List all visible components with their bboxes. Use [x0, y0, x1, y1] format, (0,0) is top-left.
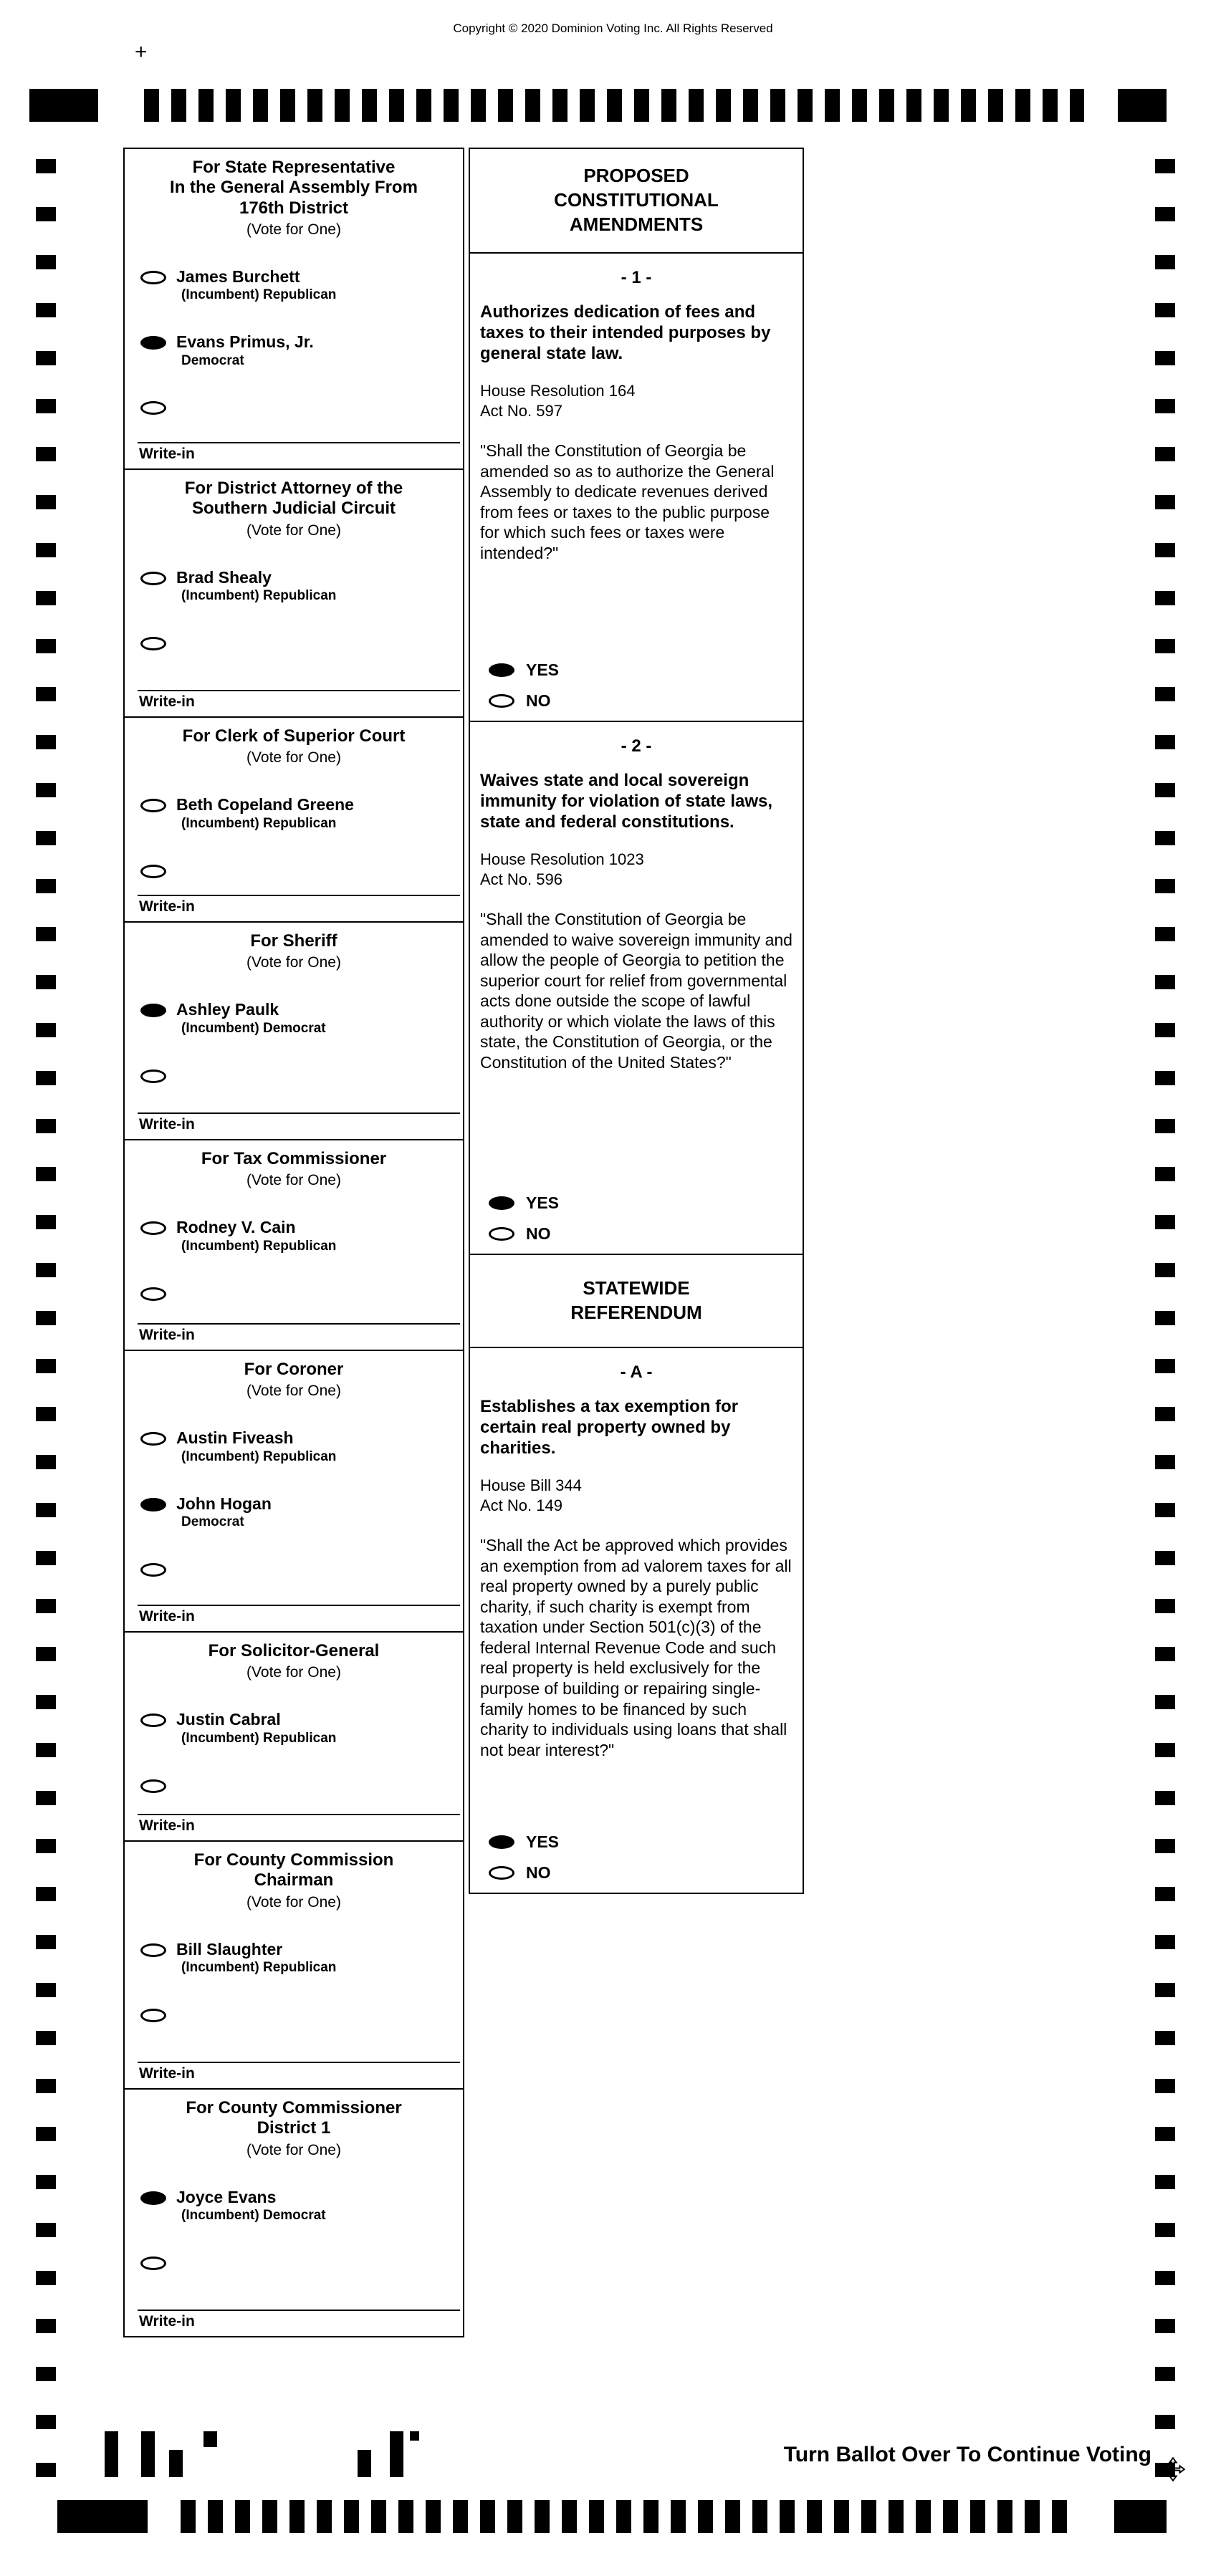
ballot-oval[interactable] — [140, 336, 166, 350]
candidate-name: James Burchett — [176, 266, 300, 286]
candidate-text — [176, 861, 181, 862]
race-title-line: For District Attorney of the — [184, 479, 403, 498]
race-title — [125, 1351, 463, 1380]
candidate-row — [140, 1710, 456, 1746]
measure-box — [470, 722, 803, 1255]
candidate-party: (Incumbent) Republican — [181, 588, 337, 604]
timing-block-left — [29, 89, 98, 122]
race-instruction: (Vote for One) — [246, 1172, 341, 1189]
race-title-line: For Tax Commissioner — [201, 1149, 387, 1168]
calibration-mark — [169, 2450, 183, 2477]
write-in-label: Write-in — [139, 1817, 195, 1834]
candidate-text — [176, 2253, 181, 2254]
timing-block-right — [1114, 2500, 1167, 2533]
candidate-name: Brad Shealy — [176, 567, 272, 587]
measure-option-label: YES — [526, 1832, 560, 1851]
measure-box — [470, 1348, 803, 1893]
candidate-row — [140, 1428, 456, 1465]
race-title — [125, 470, 463, 519]
measure-reference-line: Act No. 597 — [480, 401, 562, 420]
race-instruction: (Vote for One) — [246, 749, 341, 766]
calibration-mark — [410, 2431, 419, 2441]
race-title — [125, 718, 463, 746]
candidate-list — [125, 1681, 463, 1802]
candidate-row — [140, 2005, 456, 2022]
ballot-oval[interactable] — [140, 1779, 166, 1793]
race-box — [123, 1350, 464, 1633]
measure-number: - A - — [620, 1363, 653, 1382]
measure-summary: Establishes a tax exemption for certain real property owned by charities. — [480, 1397, 739, 1458]
ballot-oval[interactable] — [489, 663, 514, 677]
copyright-text: Copyright © 2020 Dominion Voting Inc. All Rights Reserved — [453, 21, 773, 35]
measure-references — [480, 1476, 792, 1515]
turn-ballot-over-instruction: Turn Ballot Over To Continue Voting — [783, 2443, 1151, 2466]
race-title-line: For Clerk of Superior Court — [182, 726, 406, 746]
candidate-text — [176, 398, 181, 399]
race-box — [123, 148, 464, 470]
write-in-area[interactable] — [138, 442, 460, 464]
race-title-line: Chairman — [254, 1870, 334, 1890]
write-in-area[interactable] — [138, 690, 460, 712]
calibration-mark — [141, 2431, 155, 2477]
race-box — [123, 1840, 464, 2090]
race-title-line: In the General Assembly From — [170, 178, 418, 198]
race-box — [123, 1139, 464, 1351]
candidate-party: (Incumbent) Democrat — [181, 2208, 326, 2224]
race-instruction: (Vote for One) — [246, 1893, 341, 1911]
candidate-party: (Incumbent) Republican — [181, 815, 337, 831]
candidate-row — [140, 2253, 456, 2270]
measure-number: - 1 - — [621, 268, 652, 287]
candidate-row — [140, 398, 456, 415]
candidate-row — [140, 1494, 456, 1531]
candidate-row — [140, 1284, 456, 1301]
measures-column — [469, 148, 804, 1894]
candidate-party: (Incumbent) Republican — [181, 1238, 337, 1254]
candidate-name: Austin Fiveash — [176, 1428, 294, 1448]
ballot-oval[interactable] — [489, 1196, 514, 1210]
section-header — [470, 1255, 803, 1348]
calibration-mark — [203, 2431, 217, 2447]
ballot-oval[interactable] — [140, 1221, 166, 1235]
candidate-text — [176, 332, 314, 369]
candidate-list — [125, 539, 463, 678]
measure-options — [470, 1812, 803, 1884]
candidate-list — [125, 1400, 463, 1593]
measure-reference-line: House Resolution 164 — [480, 382, 636, 400]
plus-registration-mark: + — [135, 40, 148, 64]
race-title-line: For Solicitor-General — [208, 1641, 380, 1661]
measure-option-row — [489, 691, 803, 711]
write-in-area[interactable] — [138, 2310, 460, 2332]
candidate-text — [176, 633, 181, 635]
race-title-line: 176th District — [239, 198, 349, 218]
candidate-party: Democrat — [181, 352, 244, 368]
write-in-area[interactable] — [138, 895, 460, 917]
candidate-text — [176, 1559, 181, 1561]
measure-question: "Shall the Constitution of Georgia be amended to waive sovereign immunity and allow the people of Georgia to petition the superior court for relief from governmental acts done outside the scope of lawful authority or which violate the laws of this state, the Constitution of Georgia, or the Constitution of the United States?" — [480, 910, 792, 1072]
section-header — [470, 149, 803, 254]
candidate-name: Ashley Paulk — [176, 1000, 279, 1019]
measure-summary: Authorizes dedication of fees and taxes to their intended purposes by general state law. — [480, 302, 771, 363]
ballot-oval[interactable] — [489, 1227, 514, 1241]
candidate-party: (Incumbent) Republican — [181, 1448, 337, 1464]
write-in-area[interactable] — [138, 1605, 460, 1627]
race-instruction: (Vote for One) — [246, 522, 341, 539]
write-in-area[interactable] — [138, 1323, 460, 1345]
timing-marks-right — [1155, 159, 1175, 2480]
candidate-party: (Incumbent) Republican — [181, 1730, 337, 1746]
ballot-oval[interactable] — [140, 271, 166, 284]
candidate-text — [176, 1710, 336, 1746]
race-title-line: For County Commissioner — [186, 2098, 402, 2118]
candidate-row — [140, 1218, 456, 1254]
ballot-oval[interactable] — [140, 2009, 166, 2022]
measure-option-row — [489, 1193, 803, 1213]
ballot-oval[interactable] — [140, 1070, 166, 1083]
section-header-line: REFERENDUM — [570, 1302, 702, 1323]
calibration-mark — [358, 2450, 371, 2477]
ballot-oval[interactable] — [140, 2191, 166, 2205]
candidate-party: Democrat — [181, 1514, 244, 1529]
candidate-row — [140, 1066, 456, 1083]
candidate-text — [176, 795, 354, 832]
candidate-party: (Incumbent) Republican — [181, 1960, 337, 1976]
candidate-text — [176, 1428, 336, 1465]
candidate-text — [176, 1066, 181, 1067]
candidate-list — [125, 1189, 463, 1312]
candidate-row — [140, 267, 456, 304]
candidate-name: Bill Slaughter — [176, 1939, 283, 1959]
race-title-line: For Sheriff — [250, 931, 337, 951]
measure-options — [470, 640, 803, 712]
ballot-oval[interactable] — [140, 637, 166, 650]
ballot-oval[interactable] — [140, 1287, 166, 1301]
measure-summary: Waives state and local sovereign immunity for violation of state laws, state and federal constitutions. — [480, 771, 773, 832]
candidate-text — [176, 568, 336, 605]
measure-reference-line: Act No. 596 — [480, 870, 562, 888]
crosshair-icon — [1159, 2456, 1187, 2486]
candidate-list — [125, 239, 463, 431]
candidate-row — [140, 1776, 456, 1793]
calibration-mark — [105, 2431, 118, 2477]
ballot-oval[interactable] — [140, 865, 166, 878]
timing-bars — [144, 89, 1084, 122]
candidate-text — [176, 2005, 181, 2007]
candidate-list — [125, 2159, 463, 2298]
write-in-label: Write-in — [139, 446, 195, 462]
candidate-party: (Incumbent) Democrat — [181, 1020, 326, 1036]
candidate-row — [140, 1000, 456, 1037]
write-in-label: Write-in — [139, 693, 195, 710]
candidate-row — [140, 1559, 456, 1577]
race-instruction: (Vote for One) — [246, 1664, 341, 1681]
candidate-text — [176, 2188, 326, 2224]
race-title-line: District 1 — [257, 2118, 331, 2138]
measure-options — [470, 1173, 803, 1245]
timing-bars — [181, 2500, 1076, 2533]
race-box — [123, 468, 464, 718]
ballot-oval[interactable] — [489, 1835, 514, 1849]
candidate-text — [176, 1776, 181, 1777]
measure-reference-line: House Bill 344 — [480, 1476, 582, 1495]
race-title — [125, 923, 463, 951]
ballot-oval[interactable] — [140, 401, 166, 415]
races-column — [123, 148, 464, 2337]
race-title — [125, 1140, 463, 1169]
race-title — [125, 1633, 463, 1661]
candidate-list — [125, 766, 463, 883]
write-in-area[interactable] — [138, 1814, 460, 1836]
timing-block-left — [57, 2500, 148, 2533]
write-in-label: Write-in — [139, 898, 195, 915]
measure-references — [480, 381, 792, 420]
ballot-oval[interactable] — [140, 1004, 166, 1017]
measure-option-row — [489, 1832, 803, 1852]
write-in-area[interactable] — [138, 1112, 460, 1135]
race-title-line: For Coroner — [244, 1360, 344, 1379]
candidate-text — [176, 1218, 336, 1254]
write-in-area[interactable] — [138, 2062, 460, 2084]
ballot-oval[interactable] — [489, 694, 514, 708]
race-box — [123, 1631, 464, 1842]
measure-option-label: YES — [526, 1193, 560, 1212]
ballot-oval[interactable] — [140, 1498, 166, 1512]
candidate-list — [125, 1911, 463, 2050]
race-title — [125, 2090, 463, 2139]
write-in-label: Write-in — [139, 2313, 195, 2330]
ballot-oval[interactable] — [489, 1866, 514, 1880]
timing-block-right — [1118, 89, 1167, 122]
ballot-oval[interactable] — [140, 799, 166, 812]
candidate-row — [140, 1940, 456, 1976]
candidate-row — [140, 861, 456, 878]
measure-option-row — [489, 1863, 803, 1883]
race-title — [125, 149, 463, 218]
candidate-list — [125, 971, 463, 1101]
ballot-oval[interactable] — [140, 1714, 166, 1727]
candidate-name: Evans Primus, Jr. — [176, 332, 314, 352]
candidate-text — [176, 1494, 272, 1531]
ballot-oval[interactable] — [140, 1432, 166, 1446]
measure-option-label: NO — [526, 1224, 551, 1243]
candidate-row — [140, 2188, 456, 2224]
candidate-row — [140, 633, 456, 650]
race-box — [123, 921, 464, 1140]
race-instruction: (Vote for One) — [246, 2141, 341, 2158]
measure-option-label: NO — [526, 1863, 551, 1882]
ballot-oval[interactable] — [140, 572, 166, 585]
candidate-name: Rodney V. Cain — [176, 1218, 296, 1237]
candidate-party: (Incumbent) Republican — [181, 287, 337, 303]
write-in-label: Write-in — [139, 1327, 195, 1343]
race-title-line: For State Representative — [192, 158, 396, 177]
section-header-line: PROPOSED — [583, 165, 689, 187]
measure-question: "Shall the Act be approved which provides an exemption from ad valorem taxes for all real property owned by a purely public charity, if such charity is exempt from taxation under Section 501(c)(3) of the federal Internal Revenue Code and such real property is held exclusively for the purpose of building or repairing single-family homes to be financed by such charity to individuals using loans that shall not bear interest?" — [480, 1536, 792, 1759]
candidate-name: Joyce Evans — [176, 2187, 277, 2206]
race-title-line: For County Commission — [193, 1850, 394, 1870]
measure-option-label: YES — [526, 660, 560, 679]
candidate-row — [140, 795, 456, 832]
timing-marks-left — [36, 159, 56, 2480]
write-in-label: Write-in — [139, 1608, 195, 1625]
candidate-row — [140, 568, 456, 605]
section-header-line: STATEWIDE — [583, 1277, 690, 1299]
candidate-name: Justin Cabral — [176, 1710, 281, 1729]
race-box — [123, 2088, 464, 2337]
measure-number: - 2 - — [621, 736, 652, 756]
ballot-oval[interactable] — [140, 2257, 166, 2270]
section-header-line: AMENDMENTS — [569, 213, 704, 235]
race-box — [123, 716, 464, 923]
measure-option-label: NO — [526, 691, 551, 710]
candidate-text — [176, 1284, 181, 1285]
section-header-line: CONSTITUTIONAL — [554, 189, 719, 211]
candidate-text — [176, 1940, 336, 1976]
calibration-mark — [390, 2431, 403, 2477]
measure-question: "Shall the Constitution of Georgia be amended so as to authorize the General Assembly to dedicate revenues derived from fees or taxes to the public purpose for which such fees or taxes were intended?" — [480, 441, 775, 562]
measure-box — [470, 254, 803, 722]
measure-reference-line: Act No. 149 — [480, 1496, 562, 1514]
measure-option-row — [489, 660, 803, 680]
candidate-row — [140, 332, 456, 369]
write-in-label: Write-in — [139, 1116, 195, 1133]
write-in-label: Write-in — [139, 2065, 195, 2082]
measure-reference-line: House Resolution 1023 — [480, 850, 644, 869]
race-title — [125, 1842, 463, 1891]
race-instruction: (Vote for One) — [246, 954, 341, 971]
race-title-line: Southern Judicial Circuit — [191, 499, 396, 519]
measure-references — [480, 850, 792, 889]
ballot-oval[interactable] — [140, 1563, 166, 1577]
race-instruction: (Vote for One) — [246, 1383, 341, 1400]
candidate-text — [176, 267, 336, 304]
ballot-oval[interactable] — [140, 1943, 166, 1957]
candidate-name: Beth Copeland Greene — [176, 795, 354, 814]
measure-option-row — [489, 1224, 803, 1244]
race-instruction: (Vote for One) — [246, 221, 341, 238]
candidate-name: John Hogan — [176, 1494, 272, 1513]
candidate-text — [176, 1000, 326, 1037]
timing-marks-top — [0, 89, 1226, 122]
timing-marks-bottom — [0, 2500, 1226, 2533]
